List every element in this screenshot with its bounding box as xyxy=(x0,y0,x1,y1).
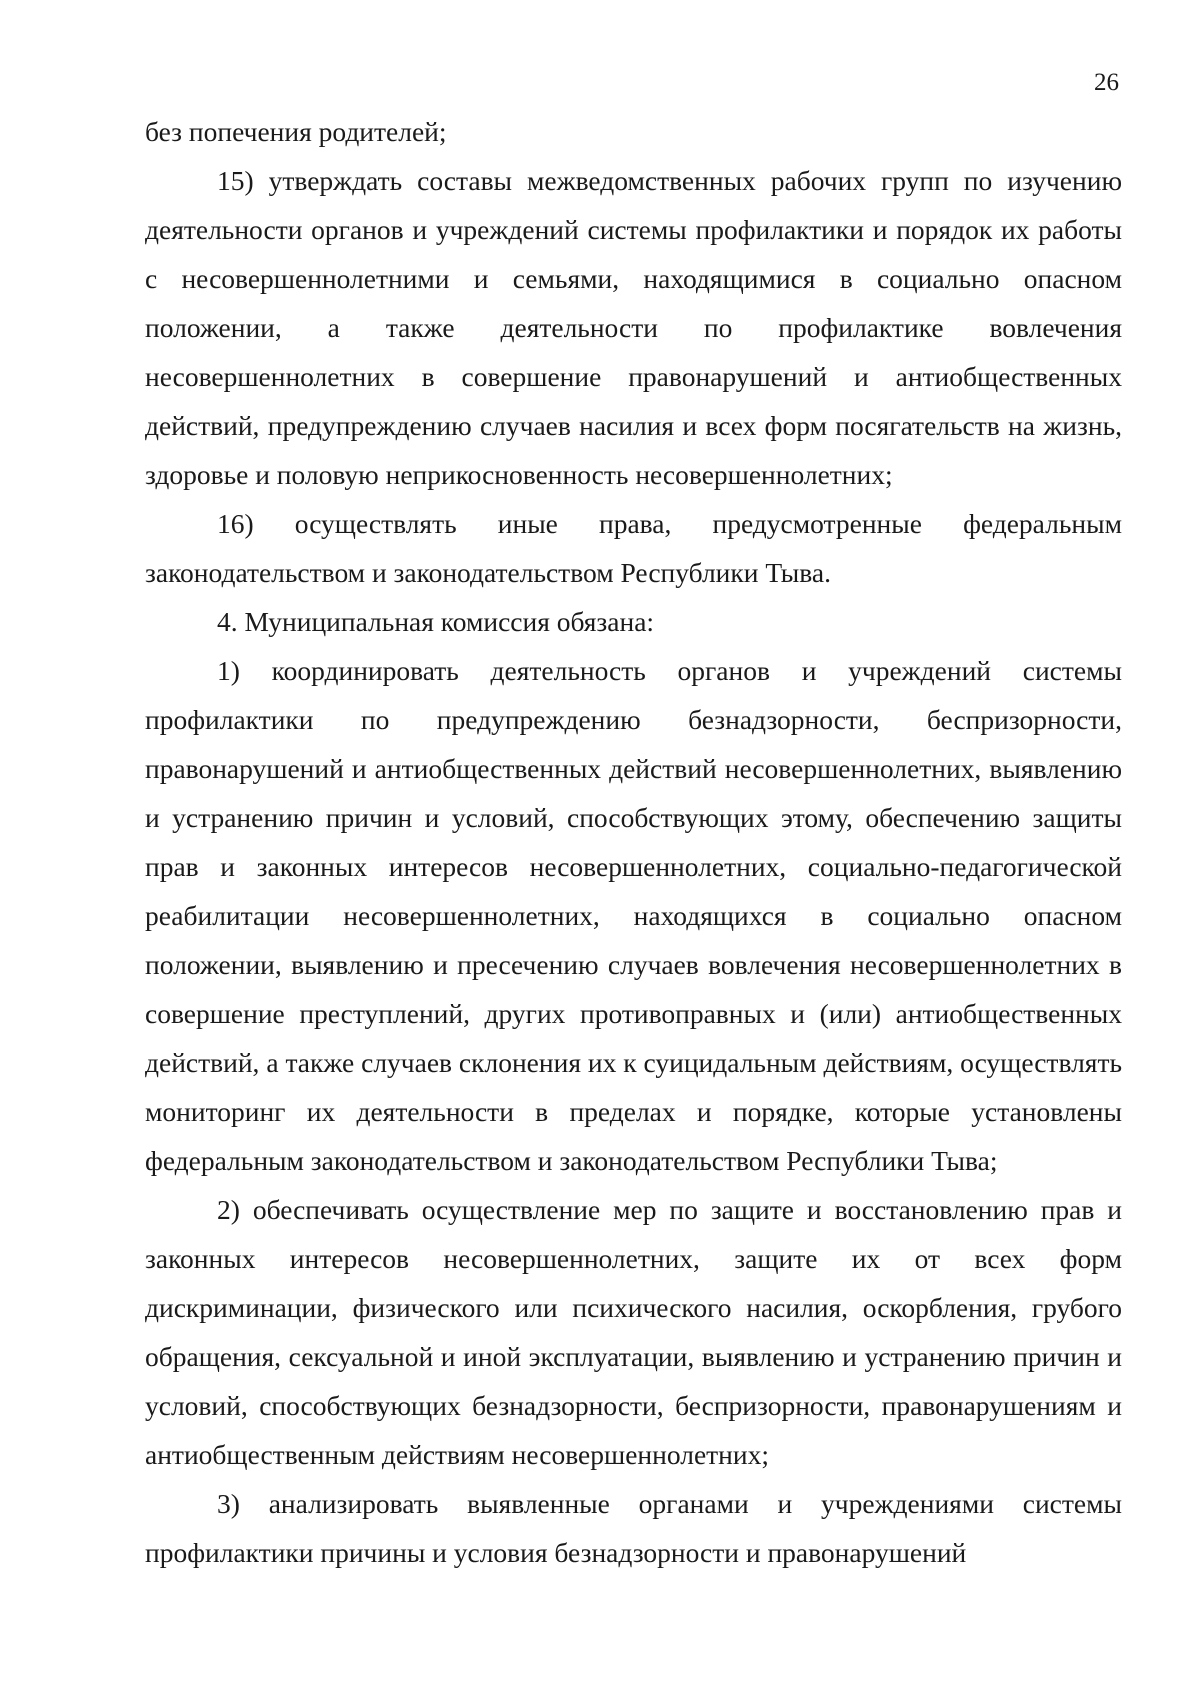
page-number: 26 xyxy=(1094,69,1119,96)
paragraph-section-4: 4. Муниципальная комиссия обязана: xyxy=(217,606,655,637)
paragraph-item-15: 15) утверждать составы межведомственных рабочих групп по изучению деятельности органов и учреждений системы профилактики и порядок их работы с несовершеннолетними и семьями, находящимися в социально опасном положении, а также деятельности по профилактике вовлечения несовершеннолетних в совершение правонарушений и антиобщественных действий, предупреждению случаев насилия и всех форм посягательств на жизнь, здоровье и половую неприкосновенность несовершеннолетних; xyxy=(145,165,1122,490)
paragraph-item-2: 2) обеспечивать осуществление мер по защите и восстановлению прав и законных интересов несовершеннолетних, защите их от всех форм дискриминации, физического или психического насилия, оскорбления, грубого обращения, сексуальной и иной эксплуатации, выявлению и устранению причин и условий, способствующих безнадзорности, беспризорности, правонарушениям и антиобщественным действиям несовершеннолетних; xyxy=(145,1194,1122,1470)
paragraph-item-16: 16) осуществлять иные права, предусмотренные федеральным законодательством и законодательством Республики Тыва. xyxy=(145,508,1122,588)
document-body xyxy=(145,107,1122,1577)
paragraph-item-1: 1) координировать деятельность органов и учреждений системы профилактики по предупреждению безнадзорности, беспризорности, правонарушений и антиобщественных действий несовершеннолетних, выявлению и устранению причин и условий, способствующих этому, обеспечению защиты прав и законных интересов несовершеннолетних, социально-педагогической реабилитации несовершеннолетних, находящихся в социально опасном положении, выявлению и пресечению случаев вовлечения несовершеннолетних в совершение преступлений, других противоправных и (или) антиобщественных действий, а также случаев склонения их к суицидальным действиям, осуществлять мониторинг их деятельности в пределах и порядке, которые установлены федеральным законодательством и законодательством Республики Тыва; xyxy=(145,655,1122,1176)
paragraph-continuation: без попечения родителей; xyxy=(145,116,447,147)
paragraph-item-3: 3) анализировать выявленные органами и учреждениями системы профилактики причины и условия безнадзорности и правонарушений xyxy=(145,1488,1122,1568)
